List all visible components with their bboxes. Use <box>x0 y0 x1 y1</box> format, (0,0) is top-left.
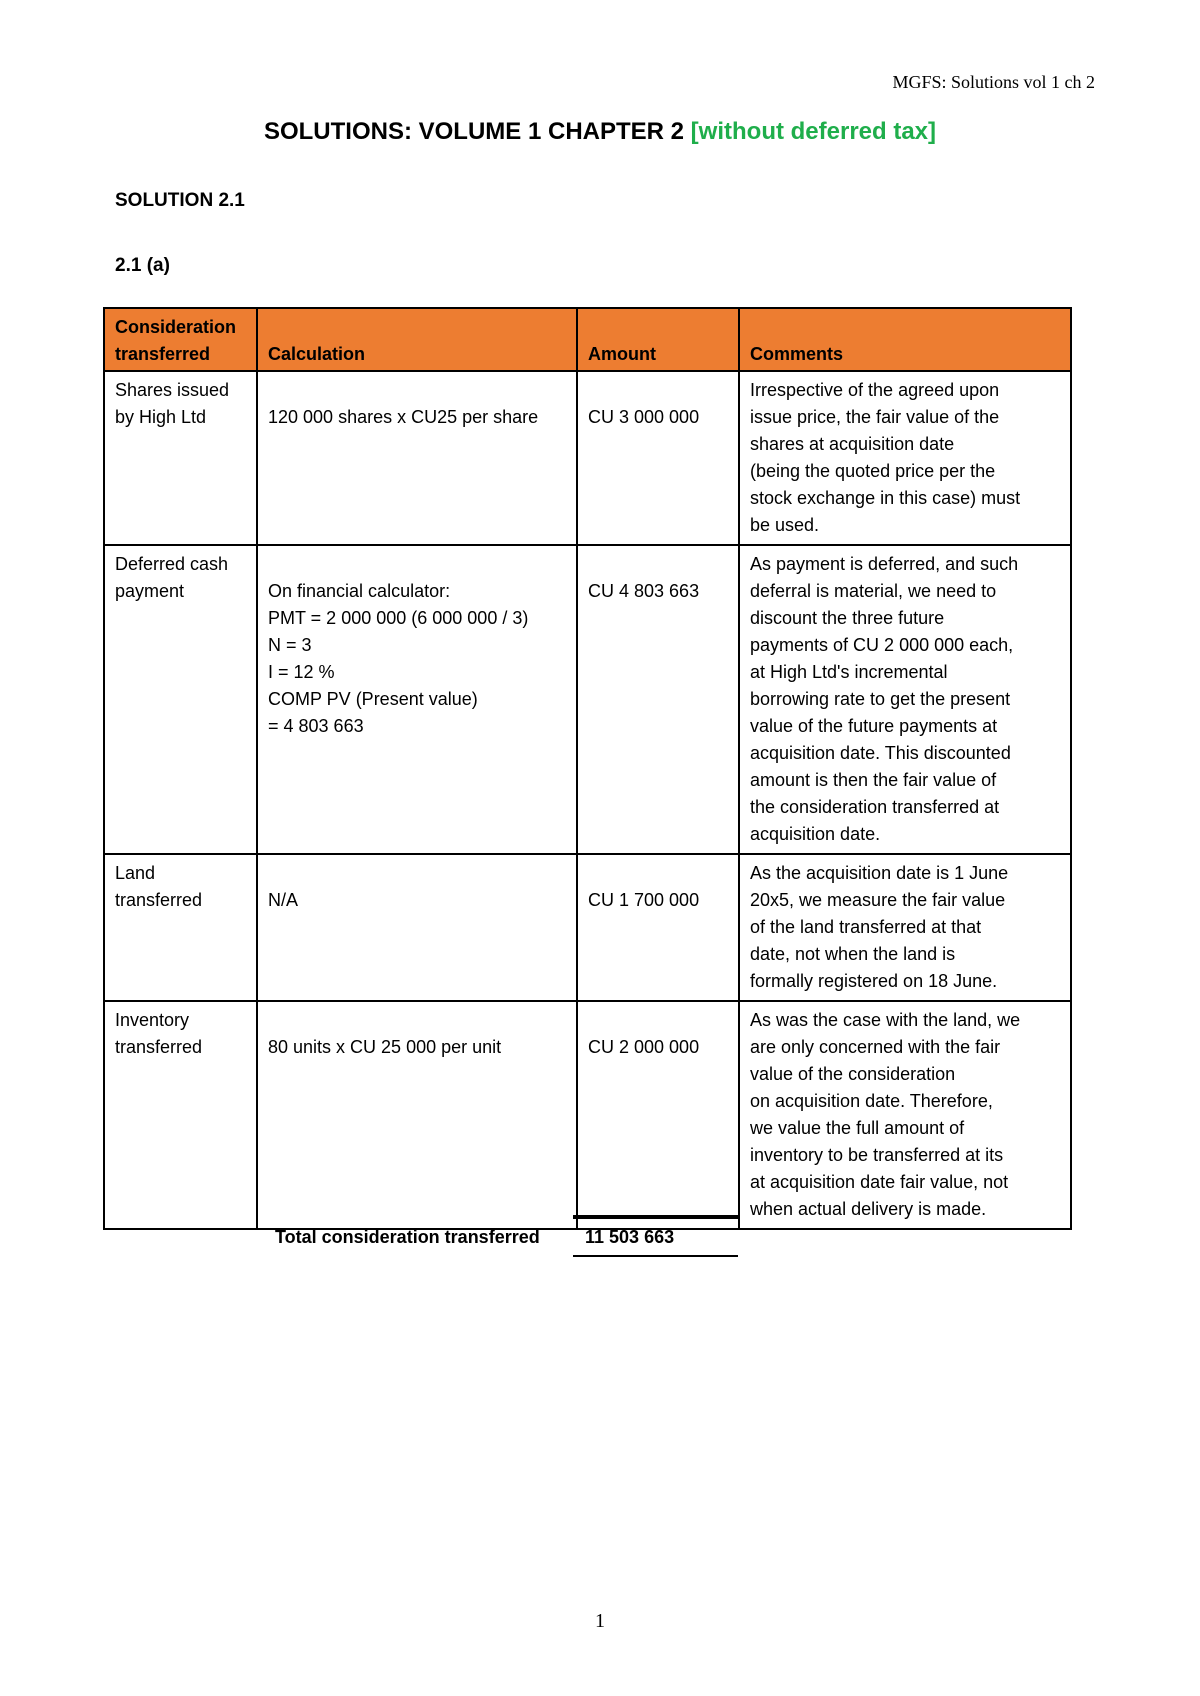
cell-line: shares at acquisition date <box>750 434 955 454</box>
cell-line: formally registered on 18 June. <box>750 971 998 991</box>
cell-line: be used. <box>750 515 820 535</box>
table-row <box>104 854 1071 1001</box>
cell-amount <box>577 854 739 1001</box>
cell-line: 120 000 shares x CU25 per share <box>268 407 539 427</box>
cell-calculation <box>257 371 577 545</box>
part-label: 2.1 (a) <box>115 255 170 276</box>
cell-line: we value the full amount of <box>750 1118 965 1138</box>
running-header: MGFS: Solutions vol 1 ch 2 <box>892 72 1095 92</box>
cell-line: As was the case with the land, we <box>750 1010 1021 1030</box>
page-number: 1 <box>595 1610 605 1632</box>
cell-item <box>104 371 257 545</box>
title-main: SOLUTIONS: VOLUME 1 CHAPTER 2 <box>263 118 691 145</box>
cell-line: = 4 803 663 <box>268 716 364 736</box>
cell-line: value of the future payments at <box>750 716 998 736</box>
cell-line: N/A <box>268 890 299 910</box>
cell-line: CU 1 700 000 <box>588 890 700 910</box>
consideration-table <box>103 307 1072 1230</box>
cell-line: Land <box>115 863 156 883</box>
cell-line: As payment is deferred, and such <box>750 554 1019 574</box>
cell-line: inventory to be transferred at its <box>750 1145 1004 1165</box>
cell-line: borrowing rate to get the present <box>750 689 1011 709</box>
total-value: 11 503 663 <box>585 1227 675 1247</box>
cell-line <box>268 1007 566 1034</box>
table-body <box>104 371 1071 1229</box>
cell-line: Shares issued <box>115 380 230 400</box>
cell-comments <box>739 1001 1071 1229</box>
cell-calculation <box>257 1001 577 1229</box>
header-calculation: Calculation <box>257 308 577 371</box>
cell-line: Irrespective of the agreed upon <box>750 380 1000 400</box>
cell-amount <box>577 1001 739 1229</box>
cell-calculation <box>257 545 577 854</box>
cell-line: are only concerned with the fair <box>750 1037 1001 1057</box>
cell-line: PMT = 2 000 000 (6 000 000 / 3) <box>268 608 529 628</box>
total-label: Total consideration transferred <box>275 1227 540 1247</box>
cell-line: I = 12 % <box>268 662 335 682</box>
cell-line: As the acquisition date is 1 June <box>750 863 1009 883</box>
cell-line: acquisition date. <box>750 824 881 844</box>
cell-line <box>588 1007 728 1034</box>
table-header-row <box>104 308 1071 371</box>
cell-line: value of the consideration <box>750 1064 956 1084</box>
cell-line: of the land transferred at that <box>750 917 982 937</box>
cell-line: On financial calculator: <box>268 581 451 601</box>
page-title <box>0 118 1200 146</box>
cell-line <box>588 860 728 887</box>
cell-line: by High Ltd <box>115 407 207 427</box>
table-row <box>104 1001 1071 1229</box>
cell-line <box>588 377 728 404</box>
total-box <box>573 1215 738 1257</box>
cell-line: acquisition date. This discounted <box>750 743 1011 763</box>
header-comments: Comments <box>739 308 1071 371</box>
cell-comments <box>739 854 1071 1001</box>
cell-item <box>104 1001 257 1229</box>
cell-line: stock exchange in this case) must <box>750 488 1021 508</box>
cell-line: discount the three future <box>750 608 945 628</box>
cell-line: the consideration transferred at <box>750 797 1000 817</box>
cell-line: Deferred cash <box>115 554 229 574</box>
cell-line: 20x5, we measure the fair value <box>750 890 1006 910</box>
cell-line: date, not when the land is <box>750 944 956 964</box>
cell-line: on acquisition date. Therefore, <box>750 1091 993 1111</box>
cell-line: payments of CU 2 000 000 each, <box>750 635 1014 655</box>
cell-line: payment <box>115 581 185 601</box>
cell-line: CU 2 000 000 <box>588 1037 700 1057</box>
cell-line <box>588 551 728 578</box>
table-row <box>104 371 1071 545</box>
cell-line: Inventory <box>115 1010 190 1030</box>
header-amount: Amount <box>577 308 739 371</box>
solution-heading: SOLUTION 2.1 <box>115 190 245 211</box>
cell-line: amount is then the fair value of <box>750 770 997 790</box>
cell-comments <box>739 545 1071 854</box>
header-consideration: Consideration transferred <box>104 308 257 371</box>
cell-line <box>268 551 566 578</box>
cell-line: transferred <box>115 1037 203 1057</box>
cell-line: CU 3 000 000 <box>588 407 700 427</box>
cell-line: when actual delivery is made. <box>750 1199 987 1219</box>
cell-line: N = 3 <box>268 635 312 655</box>
cell-line: at acquisition date fair value, not <box>750 1172 1009 1192</box>
cell-line: transferred <box>115 890 203 910</box>
title-highlight: [without deferred tax] <box>690 118 937 145</box>
cell-item <box>104 854 257 1001</box>
cell-line: 80 units x CU 25 000 per unit <box>268 1037 502 1057</box>
cell-amount <box>577 545 739 854</box>
cell-line <box>268 860 566 887</box>
cell-line: issue price, the fair value of the <box>750 407 1000 427</box>
cell-line: (being the quoted price per the <box>750 461 996 481</box>
cell-line: CU 4 803 663 <box>588 581 700 601</box>
cell-line: at High Ltd's incremental <box>750 662 948 682</box>
cell-amount <box>577 371 739 545</box>
cell-line: COMP PV (Present value) <box>268 689 478 709</box>
cell-calculation <box>257 854 577 1001</box>
cell-comments <box>739 371 1071 545</box>
cell-line: deferral is material, we need to <box>750 581 997 601</box>
cell-line <box>268 377 566 404</box>
cell-item <box>104 545 257 854</box>
table-row <box>104 545 1071 854</box>
